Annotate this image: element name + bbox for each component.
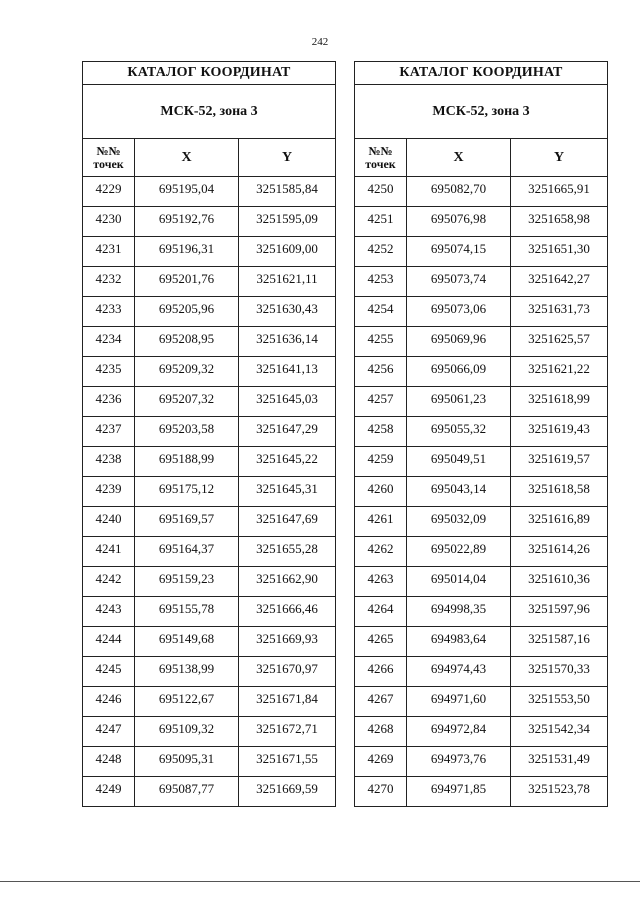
y-coordinate-cell: 3251671,55 bbox=[239, 747, 336, 777]
point-number-cell: 4266 bbox=[355, 657, 407, 687]
table-row bbox=[83, 687, 336, 717]
table-row bbox=[355, 747, 608, 777]
y-coordinate-cell: 3251531,49 bbox=[511, 747, 608, 777]
x-coordinate-cell: 695061,23 bbox=[407, 387, 511, 417]
y-coordinate-cell: 3251625,57 bbox=[511, 327, 608, 357]
x-coordinate-cell: 695109,32 bbox=[135, 717, 239, 747]
y-coordinate-cell: 3251631,73 bbox=[511, 297, 608, 327]
point-number-cell: 4246 bbox=[83, 687, 135, 717]
x-coordinate-cell: 694983,64 bbox=[407, 627, 511, 657]
y-coordinate-cell: 3251630,43 bbox=[239, 297, 336, 327]
coordinate-rows-left bbox=[83, 177, 336, 807]
page-footer-rule bbox=[0, 881, 640, 882]
x-coordinate-cell: 695192,76 bbox=[135, 207, 239, 237]
column-header-x: X bbox=[135, 139, 239, 177]
point-number-cell: 4264 bbox=[355, 597, 407, 627]
y-coordinate-cell: 3251585,84 bbox=[239, 177, 336, 207]
table-row bbox=[355, 507, 608, 537]
x-coordinate-cell: 695188,99 bbox=[135, 447, 239, 477]
table-row bbox=[83, 627, 336, 657]
table-row bbox=[355, 447, 608, 477]
catalog-title: КАТАЛОГ КООРДИНАТ bbox=[355, 62, 608, 85]
column-header-num-symbol: №№ bbox=[368, 143, 393, 158]
y-coordinate-cell: 3251651,30 bbox=[511, 237, 608, 267]
x-coordinate-cell: 695209,32 bbox=[135, 357, 239, 387]
table-row bbox=[355, 387, 608, 417]
x-coordinate-cell: 695022,89 bbox=[407, 537, 511, 567]
column-header-point-number bbox=[355, 139, 407, 177]
column-header-num-word: точек bbox=[365, 156, 396, 171]
x-coordinate-cell: 695043,14 bbox=[407, 477, 511, 507]
point-number-cell: 4229 bbox=[83, 177, 135, 207]
column-header-num-word: точек bbox=[93, 156, 124, 171]
point-number-cell: 4240 bbox=[83, 507, 135, 537]
y-coordinate-cell: 3251609,00 bbox=[239, 237, 336, 267]
table-row bbox=[83, 387, 336, 417]
y-coordinate-cell: 3251671,84 bbox=[239, 687, 336, 717]
x-coordinate-cell: 695014,04 bbox=[407, 567, 511, 597]
y-coordinate-cell: 3251618,99 bbox=[511, 387, 608, 417]
table-row bbox=[355, 777, 608, 807]
y-coordinate-cell: 3251614,26 bbox=[511, 537, 608, 567]
x-coordinate-cell: 695155,78 bbox=[135, 597, 239, 627]
point-number-cell: 4259 bbox=[355, 447, 407, 477]
table-row bbox=[355, 267, 608, 297]
y-coordinate-cell: 3251619,57 bbox=[511, 447, 608, 477]
x-coordinate-cell: 695195,04 bbox=[135, 177, 239, 207]
table-row bbox=[83, 207, 336, 237]
x-coordinate-cell: 694971,60 bbox=[407, 687, 511, 717]
table-row bbox=[355, 297, 608, 327]
table-row bbox=[83, 717, 336, 747]
y-coordinate-cell: 3251670,97 bbox=[239, 657, 336, 687]
x-coordinate-cell: 695082,70 bbox=[407, 177, 511, 207]
x-coordinate-cell: 695164,37 bbox=[135, 537, 239, 567]
x-coordinate-cell: 695201,76 bbox=[135, 267, 239, 297]
coordinate-rows-right bbox=[355, 177, 608, 807]
point-number-cell: 4231 bbox=[83, 237, 135, 267]
x-coordinate-cell: 694998,35 bbox=[407, 597, 511, 627]
page-number: 242 bbox=[311, 36, 329, 48]
table-row bbox=[83, 777, 336, 807]
table-row bbox=[83, 327, 336, 357]
x-coordinate-cell: 695076,98 bbox=[407, 207, 511, 237]
column-header-num-symbol: №№ bbox=[96, 143, 121, 158]
x-coordinate-cell: 695074,15 bbox=[407, 237, 511, 267]
x-coordinate-cell: 695069,96 bbox=[407, 327, 511, 357]
point-number-cell: 4261 bbox=[355, 507, 407, 537]
point-number-cell: 4247 bbox=[83, 717, 135, 747]
table-row bbox=[355, 477, 608, 507]
point-number-cell: 4255 bbox=[355, 327, 407, 357]
x-coordinate-cell: 695207,32 bbox=[135, 387, 239, 417]
x-coordinate-cell: 695049,51 bbox=[407, 447, 511, 477]
y-coordinate-cell: 3251542,34 bbox=[511, 717, 608, 747]
y-coordinate-cell: 3251662,90 bbox=[239, 567, 336, 597]
point-number-cell: 4252 bbox=[355, 237, 407, 267]
point-number-cell: 4243 bbox=[83, 597, 135, 627]
table-row bbox=[83, 537, 336, 567]
y-coordinate-cell: 3251666,46 bbox=[239, 597, 336, 627]
table-row bbox=[355, 567, 608, 597]
point-number-cell: 4232 bbox=[83, 267, 135, 297]
table-row bbox=[83, 447, 336, 477]
y-coordinate-cell: 3251655,28 bbox=[239, 537, 336, 567]
x-coordinate-cell: 695169,57 bbox=[135, 507, 239, 537]
x-coordinate-cell: 694972,84 bbox=[407, 717, 511, 747]
table-row bbox=[83, 237, 336, 267]
table-row bbox=[83, 177, 336, 207]
y-coordinate-cell: 3251647,69 bbox=[239, 507, 336, 537]
table-row bbox=[355, 717, 608, 747]
table-row bbox=[83, 657, 336, 687]
table-row bbox=[355, 597, 608, 627]
y-coordinate-cell: 3251669,59 bbox=[239, 777, 336, 807]
x-coordinate-cell: 695073,74 bbox=[407, 267, 511, 297]
point-number-cell: 4244 bbox=[83, 627, 135, 657]
point-number-cell: 4257 bbox=[355, 387, 407, 417]
x-coordinate-cell: 695205,96 bbox=[135, 297, 239, 327]
x-coordinate-cell: 695122,67 bbox=[135, 687, 239, 717]
table-row bbox=[83, 267, 336, 297]
table-row bbox=[355, 687, 608, 717]
y-coordinate-cell: 3251665,91 bbox=[511, 177, 608, 207]
point-number-cell: 4234 bbox=[83, 327, 135, 357]
point-number-cell: 4267 bbox=[355, 687, 407, 717]
point-number-cell: 4256 bbox=[355, 357, 407, 387]
y-coordinate-cell: 3251595,09 bbox=[239, 207, 336, 237]
x-coordinate-cell: 695159,23 bbox=[135, 567, 239, 597]
y-coordinate-cell: 3251621,11 bbox=[239, 267, 336, 297]
coordinate-table-right bbox=[354, 61, 608, 807]
y-coordinate-cell: 3251570,33 bbox=[511, 657, 608, 687]
y-coordinate-cell: 3251669,93 bbox=[239, 627, 336, 657]
table-row bbox=[83, 597, 336, 627]
y-coordinate-cell: 3251641,13 bbox=[239, 357, 336, 387]
point-number-cell: 4268 bbox=[355, 717, 407, 747]
point-number-cell: 4269 bbox=[355, 747, 407, 777]
point-number-cell: 4254 bbox=[355, 297, 407, 327]
point-number-cell: 4260 bbox=[355, 477, 407, 507]
point-number-cell: 4263 bbox=[355, 567, 407, 597]
y-coordinate-cell: 3251672,71 bbox=[239, 717, 336, 747]
point-number-cell: 4258 bbox=[355, 417, 407, 447]
y-coordinate-cell: 3251597,96 bbox=[511, 597, 608, 627]
point-number-cell: 4248 bbox=[83, 747, 135, 777]
table-row bbox=[83, 477, 336, 507]
coordinate-table-left bbox=[82, 61, 336, 807]
table-row bbox=[355, 657, 608, 687]
point-number-cell: 4242 bbox=[83, 567, 135, 597]
point-number-cell: 4236 bbox=[83, 387, 135, 417]
x-coordinate-cell: 695066,09 bbox=[407, 357, 511, 387]
y-coordinate-cell: 3251647,29 bbox=[239, 417, 336, 447]
table-row bbox=[355, 537, 608, 567]
point-number-cell: 4250 bbox=[355, 177, 407, 207]
coordinate-system-zone: МСК-52, зона 3 bbox=[83, 85, 336, 139]
x-coordinate-cell: 695073,06 bbox=[407, 297, 511, 327]
point-number-cell: 4230 bbox=[83, 207, 135, 237]
y-coordinate-cell: 3251636,14 bbox=[239, 327, 336, 357]
y-coordinate-cell: 3251658,98 bbox=[511, 207, 608, 237]
x-coordinate-cell: 695055,32 bbox=[407, 417, 511, 447]
x-coordinate-cell: 695095,31 bbox=[135, 747, 239, 777]
point-number-cell: 4262 bbox=[355, 537, 407, 567]
y-coordinate-cell: 3251645,03 bbox=[239, 387, 336, 417]
x-coordinate-cell: 695032,09 bbox=[407, 507, 511, 537]
x-coordinate-cell: 695175,12 bbox=[135, 477, 239, 507]
x-coordinate-cell: 695087,77 bbox=[135, 777, 239, 807]
point-number-cell: 4237 bbox=[83, 417, 135, 447]
x-coordinate-cell: 695138,99 bbox=[135, 657, 239, 687]
table-row bbox=[83, 747, 336, 777]
x-coordinate-cell: 694974,43 bbox=[407, 657, 511, 687]
x-coordinate-cell: 695208,95 bbox=[135, 327, 239, 357]
y-coordinate-cell: 3251619,43 bbox=[511, 417, 608, 447]
table-row bbox=[355, 207, 608, 237]
catalog-title: КАТАЛОГ КООРДИНАТ bbox=[83, 62, 336, 85]
table-row bbox=[355, 357, 608, 387]
y-coordinate-cell: 3251616,89 bbox=[511, 507, 608, 537]
y-coordinate-cell: 3251645,31 bbox=[239, 477, 336, 507]
y-coordinate-cell: 3251645,22 bbox=[239, 447, 336, 477]
x-coordinate-cell: 694973,76 bbox=[407, 747, 511, 777]
y-coordinate-cell: 3251621,22 bbox=[511, 357, 608, 387]
column-header-y: Y bbox=[511, 139, 608, 177]
x-coordinate-cell: 694971,85 bbox=[407, 777, 511, 807]
y-coordinate-cell: 3251610,36 bbox=[511, 567, 608, 597]
table-row bbox=[355, 237, 608, 267]
table-row bbox=[355, 177, 608, 207]
table-row bbox=[83, 297, 336, 327]
column-header-x: X bbox=[407, 139, 511, 177]
point-number-cell: 4249 bbox=[83, 777, 135, 807]
x-coordinate-cell: 695203,58 bbox=[135, 417, 239, 447]
y-coordinate-cell: 3251523,78 bbox=[511, 777, 608, 807]
point-number-cell: 4239 bbox=[83, 477, 135, 507]
y-coordinate-cell: 3251587,16 bbox=[511, 627, 608, 657]
table-row bbox=[83, 357, 336, 387]
point-number-cell: 4238 bbox=[83, 447, 135, 477]
y-coordinate-cell: 3251618,58 bbox=[511, 477, 608, 507]
table-row bbox=[83, 567, 336, 597]
coordinate-system-zone: МСК-52, зона 3 bbox=[355, 85, 608, 139]
table-row bbox=[355, 417, 608, 447]
point-number-cell: 4233 bbox=[83, 297, 135, 327]
column-header-y: Y bbox=[239, 139, 336, 177]
point-number-cell: 4253 bbox=[355, 267, 407, 297]
table-row bbox=[83, 507, 336, 537]
point-number-cell: 4235 bbox=[83, 357, 135, 387]
x-coordinate-cell: 695196,31 bbox=[135, 237, 239, 267]
point-number-cell: 4270 bbox=[355, 777, 407, 807]
y-coordinate-cell: 3251553,50 bbox=[511, 687, 608, 717]
point-number-cell: 4265 bbox=[355, 627, 407, 657]
point-number-cell: 4251 bbox=[355, 207, 407, 237]
x-coordinate-cell: 695149,68 bbox=[135, 627, 239, 657]
column-header-point-number bbox=[83, 139, 135, 177]
point-number-cell: 4245 bbox=[83, 657, 135, 687]
y-coordinate-cell: 3251642,27 bbox=[511, 267, 608, 297]
point-number-cell: 4241 bbox=[83, 537, 135, 567]
table-row bbox=[83, 417, 336, 447]
table-row bbox=[355, 627, 608, 657]
table-row bbox=[355, 327, 608, 357]
